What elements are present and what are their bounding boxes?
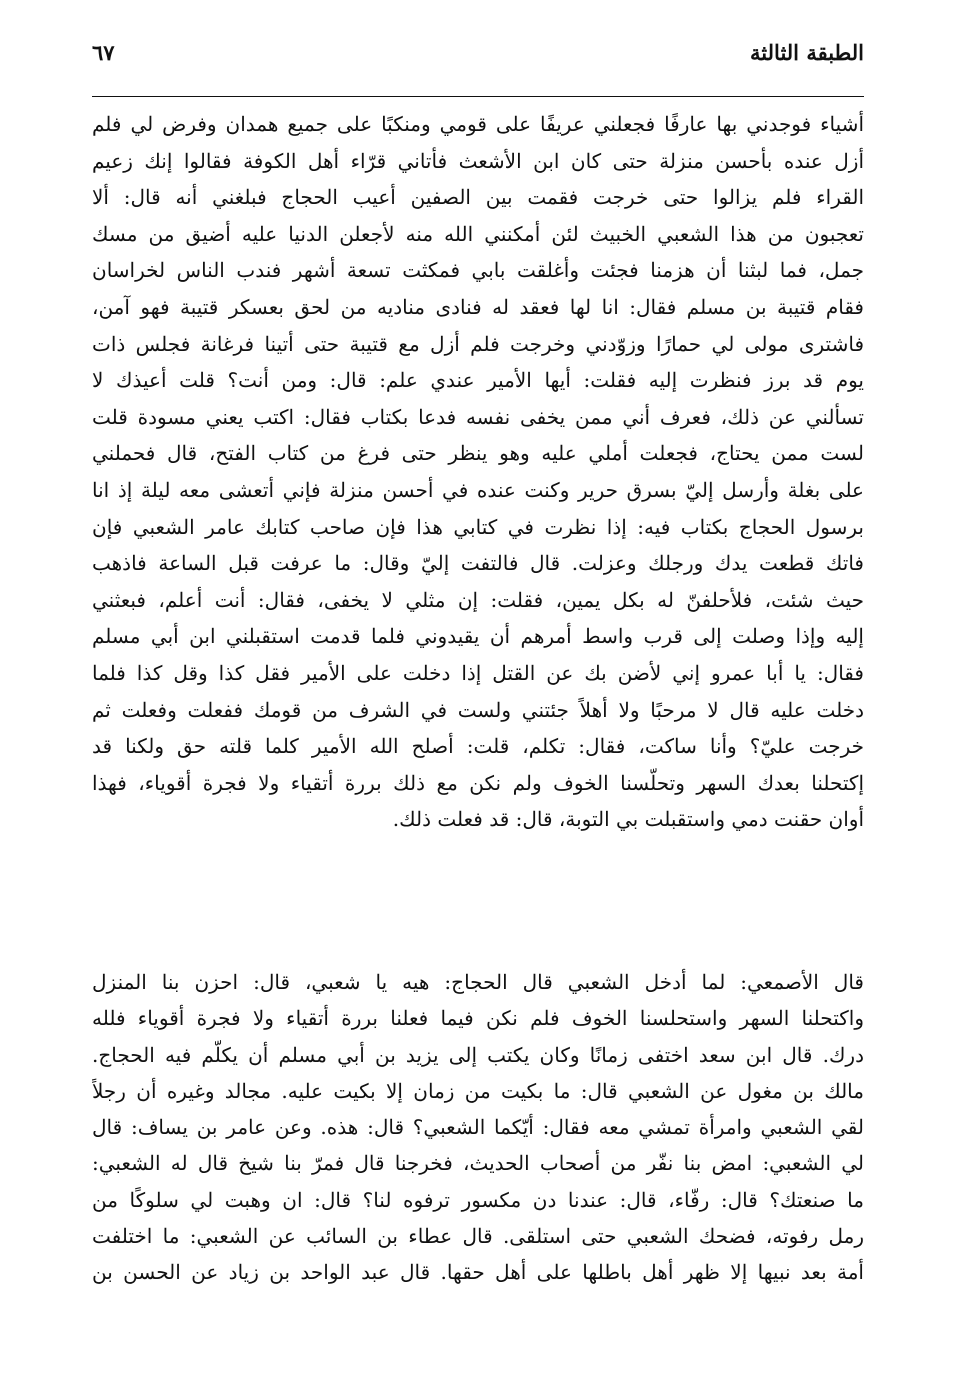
paragraph-2 <box>92 964 864 1291</box>
text-line: فاشترى مولى لي حمارًا وزوّدني وخرجت فلم أزل مع قتيبة حتى أتينا فرغانة فجلس ذات <box>92 331 864 356</box>
text-line: فقام قتيبة بن مسلم فقال: انا لها فعقد له فنادى مناديه من لحق بعسكر قتيبة فهو آمن، <box>92 294 864 319</box>
text-line: يوم قد برز فنظرت إليه فقلت: أيها الأمير عندي علم: قال: ومن أنت؟ قلت أعيذك لا <box>92 368 864 393</box>
text-line: إكتحلنا بعدك السهر وتحلّسنا الخوف ولم نكن مع ذلك بررة أتقياء ولا فجرة أقوياء، فهذا <box>92 770 864 795</box>
text-line: رمل رفوته، فضحك الشعبي حتى استلقى. قال عطاء بن السائب عن الشعبي: ما اختلفت <box>92 1224 864 1249</box>
text-line: جمل، فما لبثنا أن هزمنا فجئت وأغلقت بابي فمكثت تسعة أشهر فندب الناس لخراسان <box>92 258 864 283</box>
text-line: لست ممن يحتاج، فجعلت أملي عليه وهو ينظر حتى فرغ من كتاب الفتح، قال فحملني <box>92 441 864 466</box>
text-line: تسألني عن ذلك، فعرف أني ممن يخفى نفسه فدعا بكتاب فقال: اكتب يعني مسودة قلت <box>92 404 864 429</box>
text-line: أوان حقنت دمي واستقبلت بي التوبة، قال: قد فعلت ذلك. <box>392 807 864 832</box>
text-line: القراء فلم يزالوا حتى خرجت فقمت بين الصفين أعيب الحجاج فبلغني أنه قال: ألا <box>92 185 864 210</box>
text-line: ما صنعتك؟ قال: رفّاء، قال: عندنا دن مكسور ترفوه لنا؟ قال: ان وهبت لي سلوكًا من <box>92 1187 864 1212</box>
page-header <box>92 40 864 80</box>
header-divider <box>92 96 864 97</box>
page-number: ٦٧ <box>92 40 115 65</box>
text-line: لقي الشعبي وامرأة تمشي معه فقال: أيّكما الشعبي؟ قال: هذه. وعن عامر بن يساف: قال <box>92 1115 864 1140</box>
text-line: حيث شئت، فلأحلفنّ له بكل يمين، فقلت: إن مثلي لا يخفى، فقال: أنت أعلم، فبعثني <box>92 587 864 612</box>
text-line: فقال: يا أبا عمرو إني لأضن بك عن القتل إذا دخلت على الأمير فقل كذا وقل كذا فلما <box>92 660 864 685</box>
text-line: مالك بن مغول عن الشعبي قال: ما بكيت من زمان إلا بكيت عليه. مجالد وغيره أن رجلاً <box>92 1078 864 1103</box>
text-line: درك. قال ابن سعد اختفى زمانًا وكان يكتب إلى يزيد بن أبي مسلم أن يكلّم فيه الحجاج. <box>92 1042 864 1067</box>
text-line: أمة بعد نبيها إلا ظهر أهل باطلها على أهل حقها. قال عبد الواحد بن زياد عن الحسن بن <box>92 1260 864 1285</box>
text-line: فاتك قطعت يدك ورجلك وعزلت. قال فالتفت إليّ وقال: ما عرفت قبل الساعة فاذهب <box>92 551 864 576</box>
text-line: إليه وإذا وصلت إلى قرب واسط أمرهم أن يقيدوني فلما قدمت استقبلني ابن أبي مسلم <box>92 624 864 649</box>
paragraph-1 <box>92 106 864 838</box>
running-title: الطبقة الثالثة <box>750 40 864 65</box>
text-line: أشياء فوجدني بها عارفًا فجعلني عريفًا على قومي ومنكبًا على جميع همدان وفرض لي فلم <box>92 112 864 136</box>
text-line: لي الشعبي: امض بنا نفّر من أصحاب الحديث، فخرجنا قال فمرّ بنا شيخ قال له الشعبي: <box>92 1151 864 1176</box>
text-line: خرجت عليّ؟ وأنا ساكت، فقال: تكلم، قلت: أصلح الله الأمير كلما قلته حق ولكنا قد <box>92 734 864 759</box>
text-line: أزل عنده بأحسن منزلة حتى كان ابن الأشعث فأتاني قرّاء أهل الكوفة فقالوا إنك زعيم <box>92 148 864 173</box>
text-line: برسول الحجاج بكتاب فيه: إذا نظرت في كتابي هذا فإن صاحب كتابك عامر الشعبي فإن <box>92 514 864 539</box>
text-line: على بغلة وأرسل إليّ بسرق حرير وكنت عنده في أحسن منزلة فإني أتعشى معه ليلة إذ انا <box>92 477 864 502</box>
text-line: واكتحلنا السهر واستحلسنا الخوف فلم نكن فيما فعلنا بررة أتقياء ولا فجرة أقوياء فلله <box>92 1006 864 1031</box>
text-line: دخلت عليه قال لا مرحبًا ولا أهلاً جئتني ولست في الشرف من قومك ففعلت وفعلت ثم <box>92 697 864 722</box>
text-line: قال الأصمعي: لما أدخل الشعبي قال الحجاج: هيه يا شعبي، قال: احزن بنا المنزل <box>92 970 864 994</box>
text-line: تعجبون من هذا الشعبي الخبيث لئن أمكنني الله منه لأجعلن الدنيا عليه أضيق من مسك <box>92 221 864 246</box>
